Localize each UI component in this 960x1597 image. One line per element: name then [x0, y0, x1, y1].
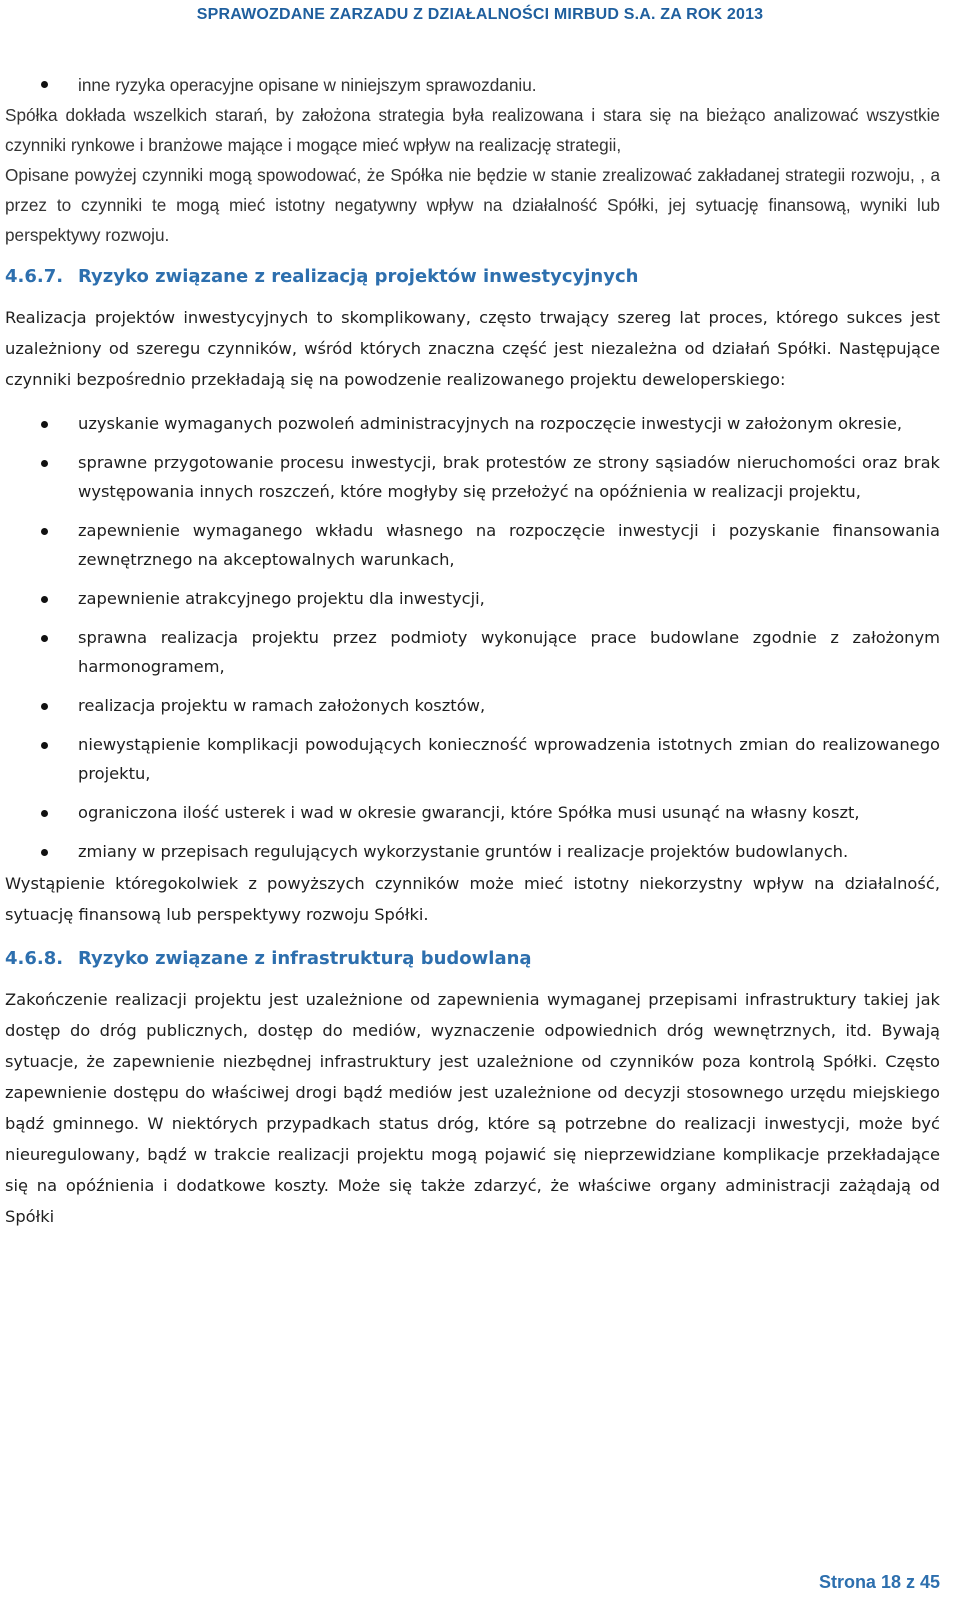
- list-item-text: ograniczona ilość usterek i wad w okresie gwarancji, które Spółka musi usunąć na własny koszt,: [78, 803, 860, 822]
- list-item: [5, 70, 940, 100]
- bullet-icon: [41, 810, 48, 817]
- list-item: [5, 798, 940, 827]
- bullet-icon: [41, 460, 48, 467]
- list-item: [5, 837, 940, 866]
- list-item-text: zmiany w przepisach regulujących wykorzystanie gruntów i realizacje projektów budowlanych.: [78, 842, 849, 861]
- list-item-text: zapewnienie wymaganego wkładu własnego na rozpoczęcie inwestycji i pozyskanie finansowania zewnętrznego na akceptowalnych warunkach,: [78, 521, 940, 569]
- list-item: [5, 448, 940, 506]
- paragraph: Opisane powyżej czynniki mogą spowodować, że Spółka nie będzie w stanie zrealizować zakładanej strategii rozwoju, , a przez to czynniki te mogą mieć istotny negatywny wpływ na działalność Spółki, jej sytuację finansową, wyniki lub perspektywy rozwoju.: [5, 165, 940, 245]
- document-header: SPRAWOZDANE ZARZADU Z DZIAŁALNOŚCI MIRBUD S.A. ZA ROK 2013: [196, 6, 764, 23]
- bullet-icon: [41, 742, 48, 749]
- page-content: [5, 70, 940, 1232]
- section-title: Ryzyko związane z infrastrukturą budowlaną: [78, 948, 532, 969]
- list-item-text: uzyskanie wymaganych pozwoleń administracyjnych na rozpoczęcie inwestycji w założonym okresie,: [78, 414, 903, 433]
- section-heading-4-6-7: [5, 264, 940, 290]
- list-item-text: sprawna realizacja projektu przez podmioty wykonujące prace budowlane zgodnie z założonym harmonogramem,: [78, 628, 940, 676]
- bullet-icon: [41, 635, 48, 642]
- list-item-text: inne ryzyka operacyjne opisane w niniejszym sprawozdaniu.: [78, 75, 537, 95]
- list-item-text: realizacja projektu w ramach założonych kosztów,: [78, 696, 486, 715]
- paragraph: Spółka dokłada wszelkich starań, by założona strategia była realizowana i stara się na bieżąco analizować wszystkie czynniki rynkowe i branżowe mające i mogące mieć wpływ na realizację strategii,: [5, 105, 940, 155]
- list-item-text: zapewnienie atrakcyjnego projektu dla inwestycji,: [78, 589, 485, 608]
- section-conclusion: Wystąpienie któregokolwiek z powyższych czynników może mieć istotny niekorzystny wpływ na działalność, sytuację finansową lub perspektywy rozwoju Spółki.: [5, 874, 940, 924]
- factors-list: [5, 409, 940, 866]
- bullet-icon: [41, 421, 48, 428]
- list-item: [5, 730, 940, 788]
- list-item-text: sprawne przygotowanie procesu inwestycji, brak protestów ze strony sąsiadów nieruchomości oraz brak występowania innych roszczeń, które mogłyby się przełożyć na opóźnienia w realizacji projektu,: [78, 453, 940, 501]
- list-item: [5, 409, 940, 438]
- bullet-icon: [41, 81, 48, 88]
- section-heading-4-6-8: [5, 946, 940, 972]
- list-item: [5, 623, 940, 681]
- list-item: [5, 691, 940, 720]
- intro-bullet-list: [5, 70, 940, 100]
- bullet-icon: [41, 528, 48, 535]
- bullet-icon: [41, 849, 48, 856]
- section-body: Zakończenie realizacji projektu jest uzależnione od zapewnienia wymaganej przepisami infrastruktury takiej jak dostęp do dróg publicznych, dostęp do mediów, wyznaczenie odpowiednich dróg wewnętrznych, itd. Bywają sytuacje, że zapewnienie niezbędnej infrastruktury jest uzależnione od czynników poza kontrolą Spółki. Często zapewnienie dostępu do właściwej drogi bądź mediów jest uzależnione od decyzji stosownego urzędu miejskiego bądź gminnego. W niektórych przypadkach status dróg, które są potrzebne do realizacji inwestycji, może być nieuregulowany, bądź w trakcie realizacji projektu mogą pojawić się nieprzewidziane komplikacje przekładające się na opóźnienia i dodatkowe koszty. Może się także zdarzyć, że właściwe organy administracji zażądają od Spółki: [5, 990, 940, 1226]
- section-intro: Realizacja projektów inwestycyjnych to skomplikowany, często trwający szereg lat proces, którego sukces jest uzależniony od szeregu czynników, wśród których znaczna część jest niezależna od działań Spółki. Następujące czynniki bezpośrednio przekładają się na powodzenie realizowanego projektu deweloperskiego:: [5, 308, 940, 389]
- list-item-text: niewystąpienie komplikacji powodujących konieczność wprowadzenia istotnych zmian do realizowanego projektu,: [78, 735, 940, 783]
- list-item: [5, 516, 940, 574]
- section-title: Ryzyko związane z realizacją projektów inwestycyjnych: [78, 266, 639, 287]
- section-number: 4.6.7.: [5, 266, 64, 287]
- page-number: Strona 18 z 45: [818, 1572, 940, 1592]
- bullet-icon: [41, 703, 48, 710]
- bullet-icon: [41, 596, 48, 603]
- section-number: 4.6.8.: [5, 948, 64, 969]
- list-item: [5, 584, 940, 613]
